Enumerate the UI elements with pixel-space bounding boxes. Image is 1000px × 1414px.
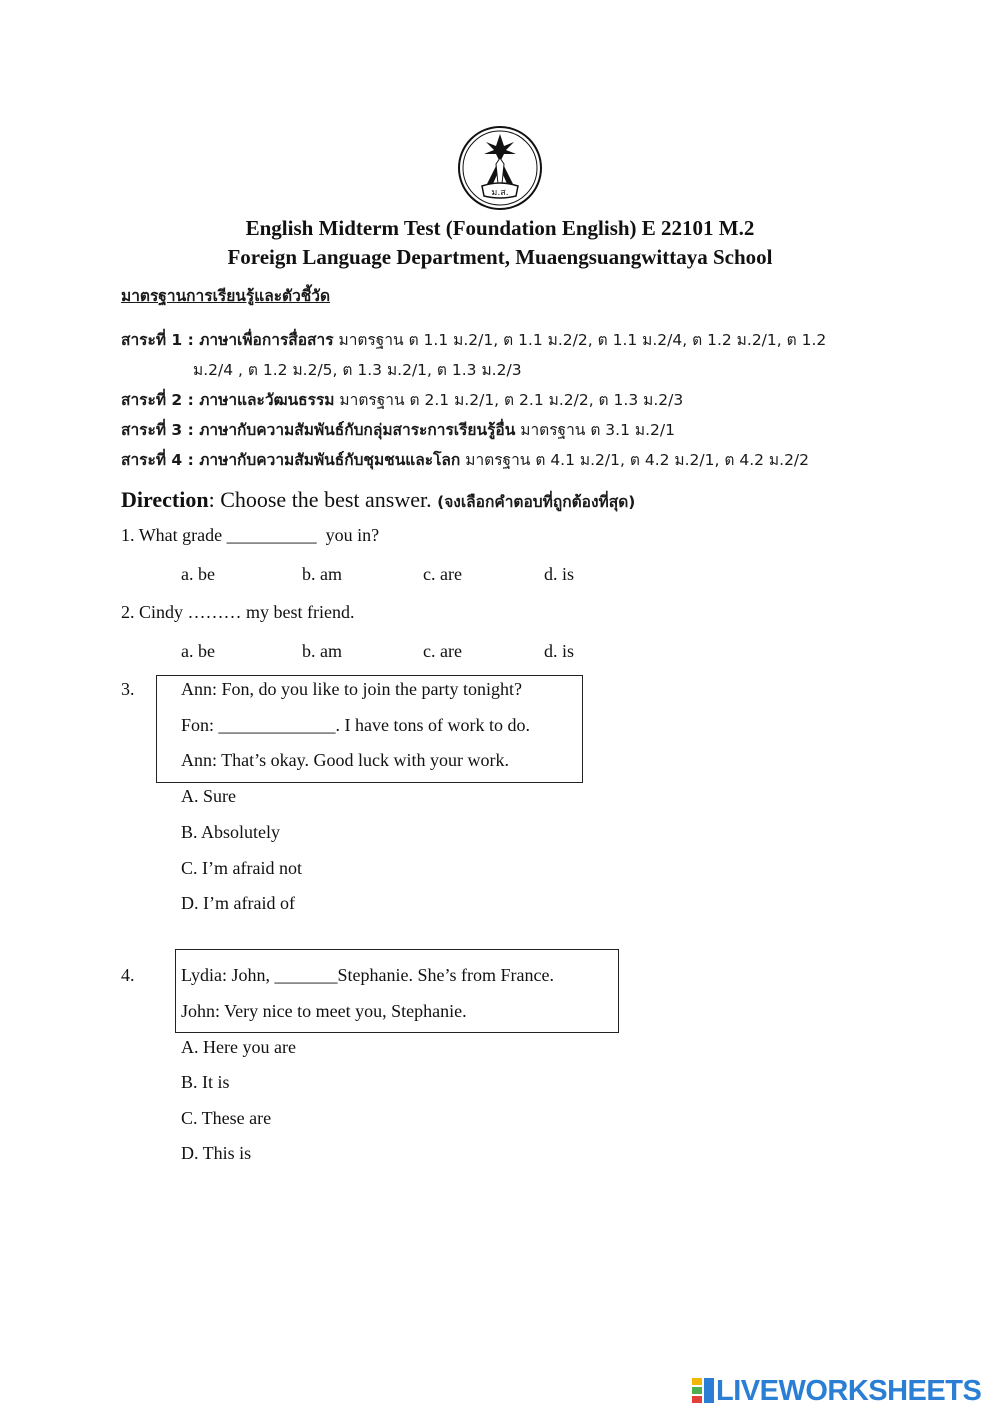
option-b[interactable]: B. Absolutely	[181, 822, 281, 842]
standard-text: มาตรฐาน ต 1.1 ม.2/1, ต 1.1 ม.2/2, ต 1.1 ม.2/4, ต 1.2 ม.2/1, ต 1.2	[333, 331, 827, 349]
svg-text:ม.ส.: ม.ส.	[491, 188, 509, 198]
question-1	[121, 525, 379, 546]
test-title: English Midterm Test (Foundation English) E 22101 M.2	[245, 216, 755, 240]
standard-label: สาระที่ 3 : ภาษากับความสัมพันธ์กับกลุ่มสาระการเรียนรู้อื่น	[121, 421, 516, 439]
dialogue-line: Ann: That’s okay. Good luck with your work.	[181, 750, 509, 770]
dialogue-line: Fon: _____________. I have tons of work to do.	[181, 715, 530, 735]
standard-item-4	[121, 447, 809, 472]
question-number-4: 4.	[121, 965, 135, 985]
option-d[interactable]: D. I’m afraid of	[181, 893, 295, 913]
question-number-3: 3.	[121, 679, 135, 699]
question-number: 2.	[121, 602, 135, 622]
standard-item-1	[121, 327, 826, 352]
question-text: What grade	[138, 525, 227, 545]
standard-item-1-cont: ม.2/4 , ต 1.2 ม.2/5, ต 1.3 ม.2/1, ต 1.3 ม.2/3	[193, 361, 522, 379]
option-a[interactable]: a. be	[181, 641, 215, 661]
standard-text: มาตรฐาน ต 2.1 ม.2/1, ต 2.1 ม.2/2, ต 1.3 ม.2/3	[334, 391, 684, 409]
standard-label: สาระที่ 4 : ภาษากับความสัมพันธ์กับชุมชนและโลก	[121, 451, 461, 469]
direction	[121, 487, 635, 514]
liveworksheets-logo[interactable]	[692, 1376, 981, 1406]
option-b[interactable]: B. It is	[181, 1072, 230, 1092]
option-a[interactable]: A. Sure	[181, 786, 236, 806]
option-b[interactable]: b. am	[302, 641, 342, 661]
option-b[interactable]: b. am	[302, 564, 342, 584]
option-c[interactable]: C. These are	[181, 1108, 272, 1128]
option-d[interactable]: d. is	[544, 641, 575, 661]
option-c[interactable]: c. are	[423, 641, 462, 661]
standard-text: มาตรฐาน ต 4.1 ม.2/1, ต 4.2 ม.2/1, ต 4.2 ม.2/2	[460, 451, 810, 469]
option-d[interactable]: d. is	[544, 564, 575, 584]
option-d[interactable]: D. This is	[181, 1143, 252, 1163]
option-c[interactable]: C. I’m afraid not	[181, 858, 302, 878]
direction-thai: (จงเลือกคำตอบที่ถูกต้องที่สุด)	[437, 493, 636, 511]
standard-label: สาระที่ 1 : ภาษาเพื่อการสื่อสาร	[121, 331, 334, 349]
question-2	[121, 602, 354, 623]
dialogue-line: Ann: Fon, do you like to join the party tonight?	[181, 679, 522, 699]
direction-label: Direction	[121, 487, 209, 512]
standard-item-2	[121, 387, 683, 412]
question-text: Cindy ……… my best friend.	[139, 602, 355, 622]
dialogue-line: John: Very nice to meet you, Stephanie.	[181, 1001, 467, 1021]
answer-blank[interactable]: __________	[226, 525, 317, 545]
school-emblem	[456, 124, 544, 212]
standard-text: มาตรฐาน ต 3.1 ม.2/1	[515, 421, 675, 439]
standards-heading: มาตรฐานการเรียนรู้และตัวชี้วัด	[121, 287, 331, 305]
option-c[interactable]: c. are	[423, 564, 462, 584]
liveworksheets-icon	[692, 1378, 714, 1404]
standard-label: สาระที่ 2 : ภาษาและวัฒนธรรม	[121, 391, 335, 409]
option-a[interactable]: a. be	[181, 564, 215, 584]
standard-item-3	[121, 417, 675, 442]
liveworksheets-brand: LIVEWORKSHEETS	[716, 1374, 982, 1407]
option-a[interactable]: A. Here you are	[181, 1037, 296, 1057]
dialogue-line: Lydia: John, _______Stephanie. She’s from France.	[181, 965, 554, 985]
department-title: Foreign Language Department, Muaengsuangwittaya School	[227, 245, 773, 269]
question-text-after: you in?	[316, 525, 380, 545]
question-number: 1.	[121, 525, 135, 545]
direction-text: : Choose the best answer.	[208, 487, 438, 512]
